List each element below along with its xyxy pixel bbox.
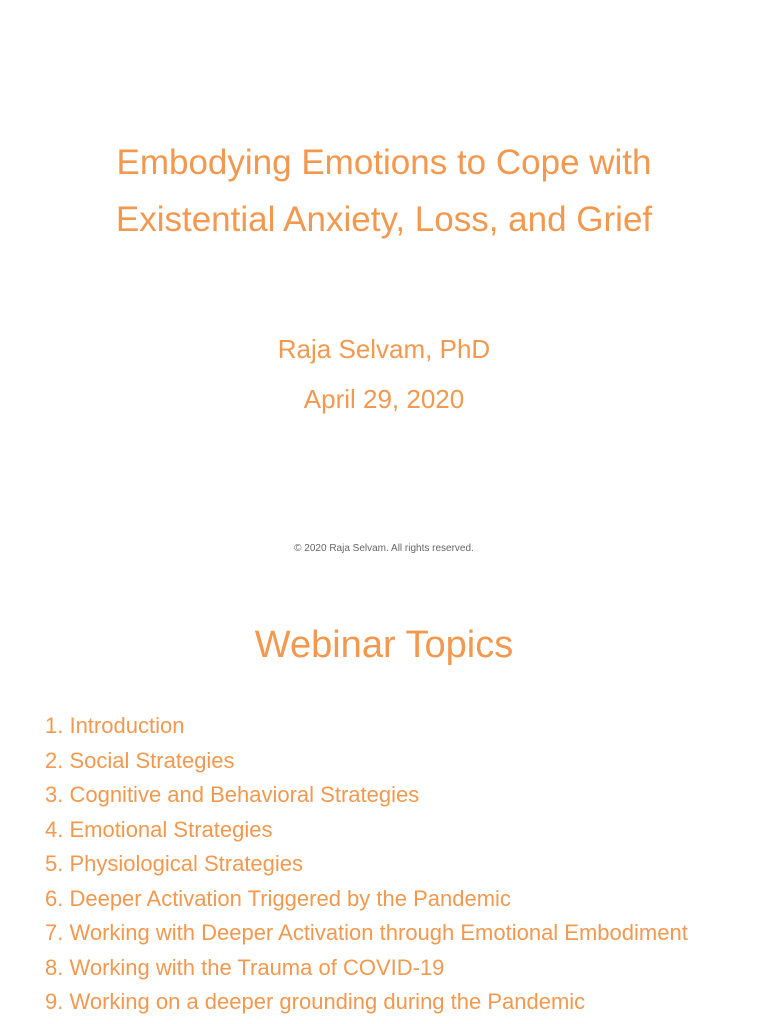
list-item: 7. Working with Deeper Activation through Emotional Embodiment: [45, 920, 688, 945]
author-name: Raja Selvam, PhD: [277, 334, 491, 364]
copyright-notice: © 2020 Raja Selvam. All rights reserved.: [294, 543, 474, 554]
list-item: 1. Introduction: [45, 713, 185, 738]
topics-slide: [0, 576, 768, 1024]
list-item: 5. Physiological Strategies: [45, 851, 304, 876]
presentation-date: April 29, 2020: [303, 384, 465, 414]
list-item: 3. Cognitive and Behavioral Strategies: [45, 782, 420, 807]
topics-title: Webinar Topics: [254, 624, 514, 666]
list-item: 8. Working with the Trauma of COVID-19: [45, 954, 445, 980]
list-item: 6. Deeper Activation Triggered by the Pandemic: [45, 885, 511, 911]
presentation-title: Embodying Emotions to Cope with Existential Anxiety, Loss, and Grief: [115, 143, 653, 239]
list-item: 4. Emotional Strategies: [45, 816, 273, 842]
topics-list: [45, 712, 705, 1023]
list-item: 2. Social Strategies: [45, 747, 235, 773]
list-item: 9. Working on a deeper grounding during the Pandemic: [45, 989, 586, 1014]
